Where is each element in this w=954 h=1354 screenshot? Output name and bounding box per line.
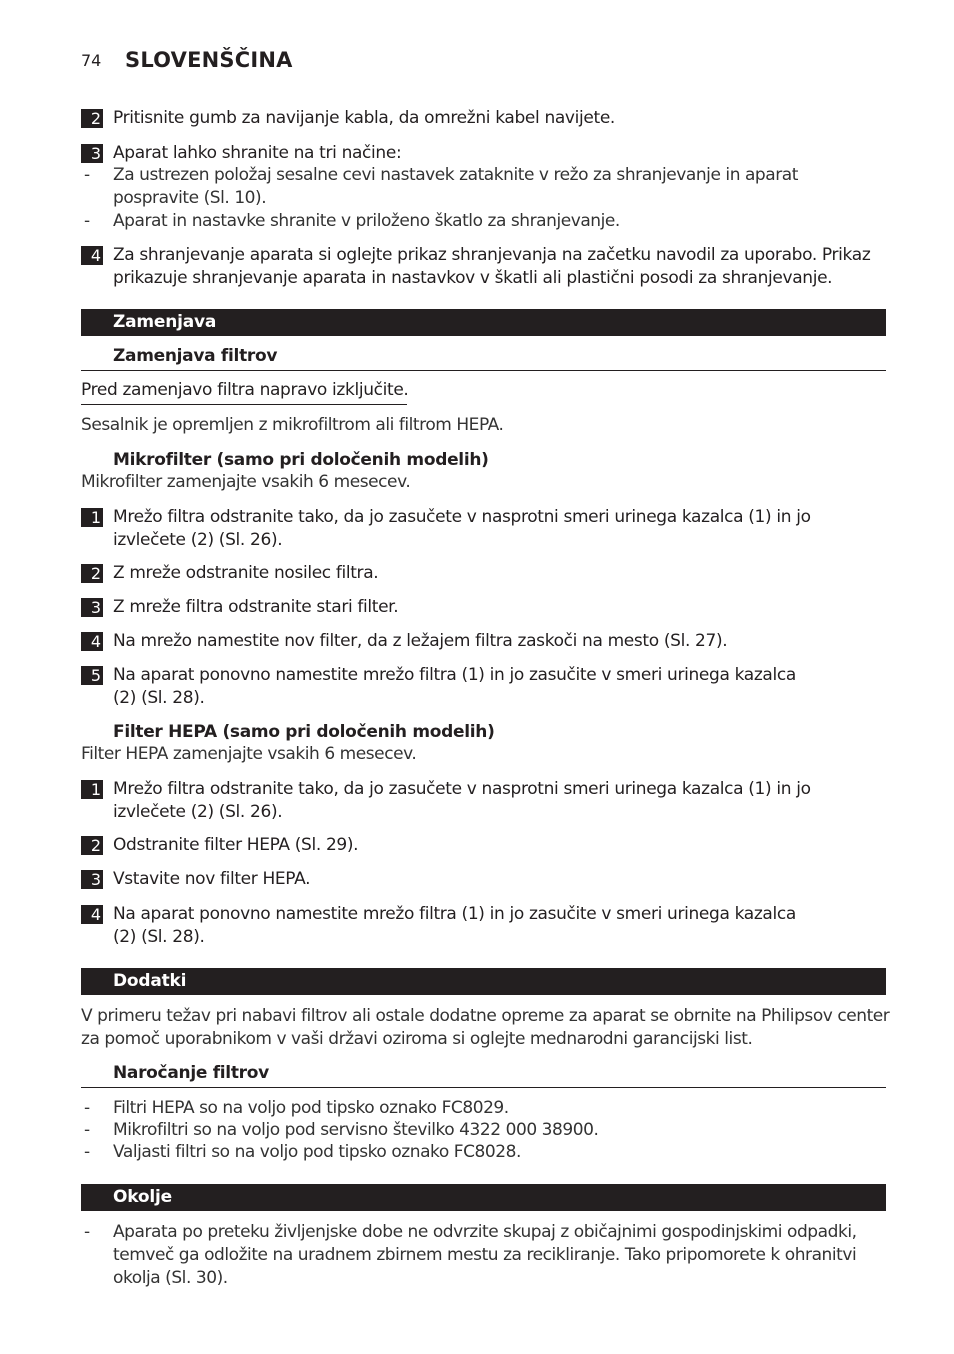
bullet-line: Filtri HEPA so na voljo pod tipsko oznako FC8029. xyxy=(113,1098,509,1118)
bullet-line: pospravite (Sl. 10). xyxy=(113,188,267,208)
bullet-line: temveč ga odložite na uradnem zbirnem mestu za recikliranje. Tako pripomorete k ohranitvi xyxy=(113,1245,857,1265)
step-badge: 1 xyxy=(81,780,103,799)
bullet-line: okolja (Sl. 30). xyxy=(113,1268,228,1288)
hepa-filter-note: Filter HEPA zamenjajte vsakih 6 mesecev. xyxy=(81,744,417,764)
bullet-dash: - xyxy=(84,1142,91,1162)
step-badge: 2 xyxy=(81,564,103,583)
section-bar-replacement: Zamenjava xyxy=(81,309,886,336)
page-language-title: SLOVENŠČINA xyxy=(125,48,293,72)
step-line: Na aparat ponovno namestite mrežo filtra (1) in jo zasučite v smeri urinega kazalca xyxy=(113,665,796,685)
intro-text: Sesalnik je opremljen z mikrofiltrom ali filtrom HEPA. xyxy=(81,415,504,435)
step-badge: 1 xyxy=(81,508,103,527)
bullet-text xyxy=(113,210,620,233)
step-badge: 3 xyxy=(81,598,103,617)
step-text xyxy=(113,506,811,552)
step-line: (2) (Sl. 28). xyxy=(113,688,205,708)
step-text xyxy=(113,107,615,130)
text-line: V primeru težav pri nabavi filtrov ali ostale dodatne opreme za aparat se obrnite na Philipsov center xyxy=(81,1006,890,1026)
accessories-text xyxy=(81,1005,889,1051)
microfilter-note: Mikrofilter zamenjajte vsakih 6 mesecev. xyxy=(81,472,411,492)
warning-underline xyxy=(81,404,407,405)
section-bar-environment: Okolje xyxy=(81,1184,886,1211)
step-line: Na aparat ponovno namestite mrežo filtra (1) in jo zasučite v smeri urinega kazalca xyxy=(113,904,796,924)
step-line: Z mreže filtra odstranite stari filter. xyxy=(113,597,399,617)
page-number: 74 xyxy=(81,51,102,70)
bullet-line: Aparata po preteku življenjske dobe ne odvrzite skupaj z običajnimi gospodinjskimi odpadki, xyxy=(113,1222,857,1242)
step-line: Za shranjevanje aparata si oglejte prikaz shranjevanja na začetku navodil za uporabo. Prikaz xyxy=(113,245,871,265)
step-badge: 2 xyxy=(81,836,103,855)
text-line: za pomoč uporabnikom v vaši državi oziroma si oglejte mednarodni garancijski list. xyxy=(81,1029,753,1049)
step-line: Mrežo filtra odstranite tako, da jo zasučete v nasprotni smeri urinega kazalca (1) in jo xyxy=(113,779,811,799)
step-text xyxy=(113,903,796,949)
section-bar-accessories: Dodatki xyxy=(81,968,886,995)
step-line: Na mrežo namestite nov filter, da z ležajem filtra zaskoči na mesto (Sl. 27). xyxy=(113,631,728,651)
step-line: Pritisnite gumb za navijanje kabla, da omrežni kabel navijete. xyxy=(113,108,615,128)
step-badge: 4 xyxy=(81,246,103,265)
bullet-dash: - xyxy=(84,165,91,185)
step-badge: 3 xyxy=(81,144,103,163)
step-line: Aparat lahko shranite na tri načine: xyxy=(113,143,402,163)
step-text xyxy=(113,778,811,824)
bullet-dash: - xyxy=(84,211,91,231)
hepa-filter-heading: Filter HEPA (samo pri določenih modelih) xyxy=(113,722,495,742)
step-badge: 4 xyxy=(81,905,103,924)
step-line: izvlečete (2) (Sl. 26). xyxy=(113,530,283,550)
step-line: Mrežo filtra odstranite tako, da jo zasučete v nasprotni smeri urinega kazalca (1) in jo xyxy=(113,507,811,527)
subsection-title-filter-replacement: Zamenjava filtrov xyxy=(113,346,278,366)
step-line: Z mreže odstranite nosilec filtra. xyxy=(113,563,379,583)
bullet-line: Za ustrezen položaj sesalne cevi nastavek zataknite v režo za shranjevanje in aparat xyxy=(113,165,798,185)
step-text xyxy=(113,142,401,165)
step-line: (2) (Sl. 28). xyxy=(113,927,205,947)
step-badge: 3 xyxy=(81,870,103,889)
bullet-text xyxy=(113,1119,598,1142)
step-line: izvlečete (2) (Sl. 26). xyxy=(113,802,283,822)
step-text xyxy=(113,868,310,891)
warning-text: Pred zamenjavo filtra napravo izključite. xyxy=(81,380,409,400)
step-badge: 2 xyxy=(81,109,103,128)
step-text xyxy=(113,834,358,857)
subsection-title-ordering: Naročanje filtrov xyxy=(113,1063,269,1083)
step-text xyxy=(113,596,398,619)
microfilter-heading: Mikrofilter (samo pri določenih modelih) xyxy=(113,450,489,470)
step-badge: 4 xyxy=(81,632,103,651)
step-text xyxy=(113,664,796,710)
bullet-text xyxy=(113,1221,857,1290)
step-text xyxy=(113,562,378,585)
bullet-line: Mikrofiltri so na voljo pod servisno številko 4322 000 38900. xyxy=(113,1120,599,1140)
bullet-dash: - xyxy=(84,1222,91,1242)
step-badge: 5 xyxy=(81,666,103,685)
bullet-dash: - xyxy=(84,1120,91,1140)
step-text xyxy=(113,630,727,653)
step-text xyxy=(113,244,870,290)
bullet-line: Valjasti filtri so na voljo pod tipsko oznako FC8028. xyxy=(113,1142,521,1162)
bullet-text xyxy=(113,1097,509,1120)
bullet-text xyxy=(113,1141,521,1164)
divider xyxy=(81,1087,886,1088)
step-line: prikazuje shranjevanje aparata in nastavkov v škatli ali plastični posodi za shranjevanje. xyxy=(113,268,833,288)
divider xyxy=(81,370,886,371)
step-line: Vstavite nov filter HEPA. xyxy=(113,869,311,889)
step-line: Odstranite filter HEPA (Sl. 29). xyxy=(113,835,359,855)
bullet-line: Aparat in nastavke shranite v priloženo škatlo za shranjevanje. xyxy=(113,211,620,231)
bullet-text xyxy=(113,164,798,210)
bullet-dash: - xyxy=(84,1098,91,1118)
